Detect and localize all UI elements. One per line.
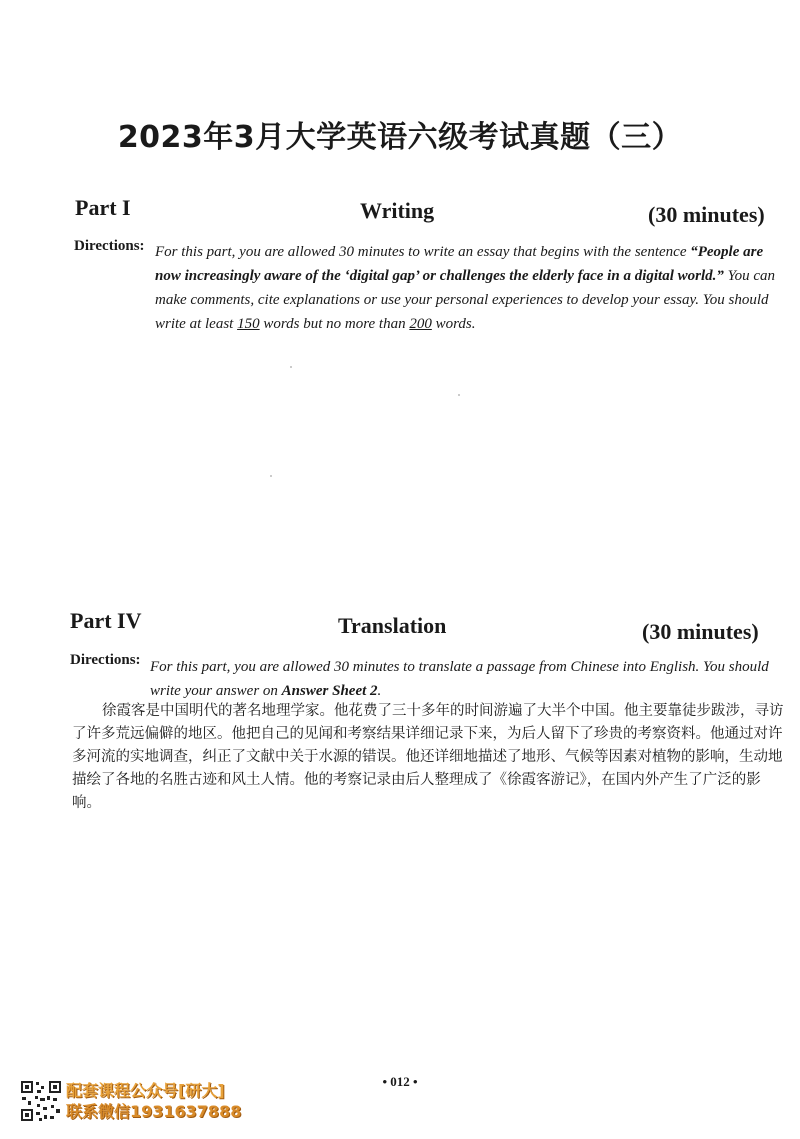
part4-label: Part IV xyxy=(70,608,142,633)
part4-directions-end: . xyxy=(377,683,382,699)
page-title: 2023年3月大学英语六级考试真题（三） xyxy=(117,120,683,155)
promo-line-1: 配套课程公众号[研大] xyxy=(66,1081,225,1100)
min-words: 150 xyxy=(237,316,260,332)
part1-directions-rest3: words. xyxy=(431,316,476,332)
part4-directions-label: Directions: xyxy=(70,652,141,668)
promo-text xyxy=(66,1080,241,1122)
part1-title: Writing xyxy=(360,198,435,223)
part4-title: Translation xyxy=(338,613,447,638)
part1-label: Part I xyxy=(75,195,131,220)
qr-code-icon xyxy=(20,1080,62,1122)
part4-directions-intro: For this part, you are allowed 30 minutes to translate a passage from Chinese into English. You should write your answer on xyxy=(150,659,769,699)
part1-directions-rest: You can make comments, cite explanations or use your personal experiences to develop your essay. You should write at least xyxy=(155,268,775,332)
part1-directions-rest2: words but no more than xyxy=(259,316,410,332)
page-number: • 012 • xyxy=(382,1074,418,1089)
part1-directions xyxy=(155,240,780,336)
promo-line-2: 联系微信1931637888 xyxy=(66,1102,242,1121)
part4-directions xyxy=(150,655,778,703)
translation-passage: 徐霞客是中国明代的著名地理学家。他花费了三十多年的时间游遍了大半个中国。他主要靠徒步跋涉，寻访了许多荒远偏僻的地区。他把自己的见闻和考察结果详细记录下来，为后人留下了珍贵的考察资料。他通过对许多河流的实地调查，纠正了文献中关于水源的错误。他还详细地描述了地形、气候等因素对植物的影响，生动地描绘了各地的名胜古迹和风土人情。他的考察记录由后人整理成了《徐霞客游记》，在国内外产生了广泛的影响。 xyxy=(72,703,784,811)
answer-sheet: Answer Sheet 2 xyxy=(281,683,378,699)
part1-time: (30 minutes) xyxy=(648,202,765,227)
part4-time: (30 minutes) xyxy=(642,619,759,644)
part1-directions-intro: For this part, you are allowed 30 minutes to write an essay that begins with the sentence xyxy=(155,244,691,260)
part1-directions-label: Directions: xyxy=(74,238,145,254)
max-words: 200 xyxy=(409,316,432,332)
part1-directions-quote: “People are now increasingly aware of the ‘digital gap’ or challenges the elderly face in a digital world.” xyxy=(155,244,764,284)
